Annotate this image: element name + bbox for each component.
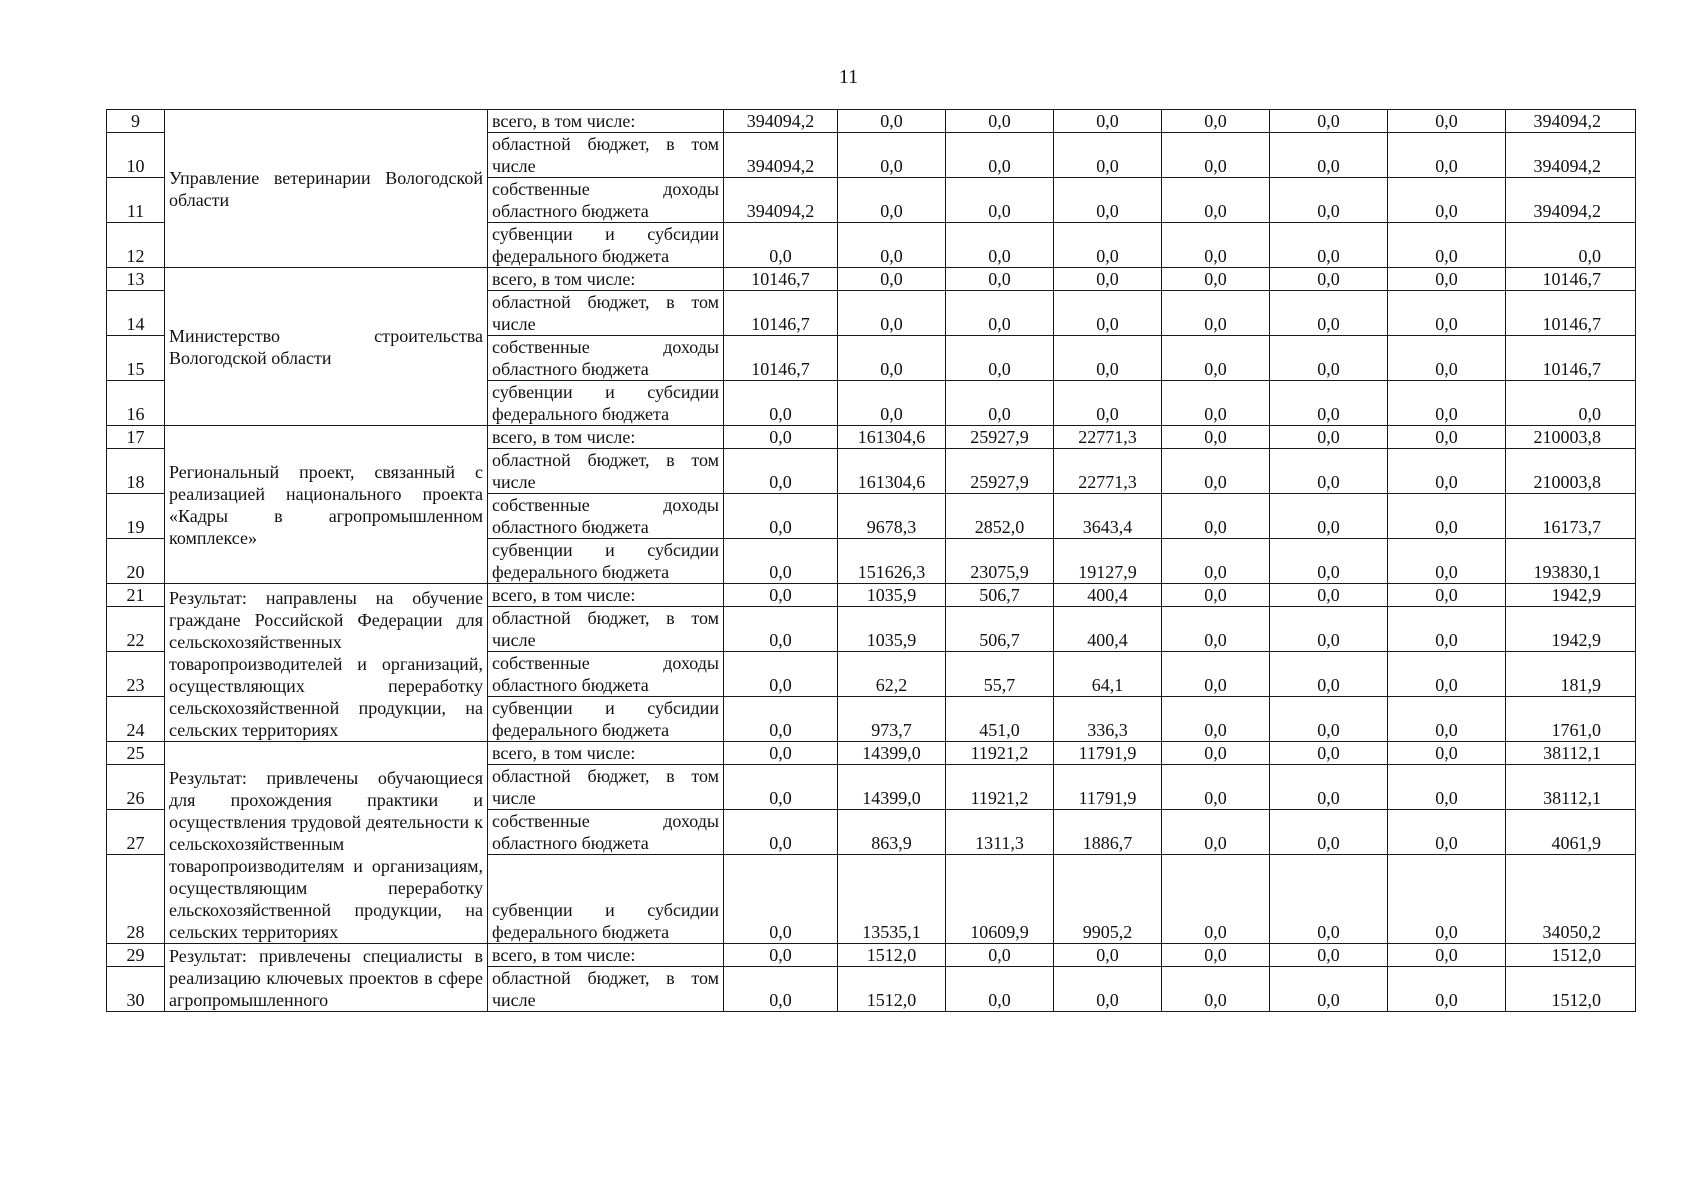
entity-name: Результат: привлечены обучающиеся для прохождения практики и осуществления трудовой деятельности к сельскохозяйственным товаропроизводителям и организациям, осуществляющим переработку ельскохозяйственной продукции, на сельских территориях xyxy=(165,742,488,944)
value-cell: 0,0 xyxy=(724,697,838,742)
value-cell: 22771,3 xyxy=(1054,449,1162,494)
category-federal-subsidies: субвенции и субсидии федерального бюджета xyxy=(488,223,724,268)
value-cell: 0,0 xyxy=(1388,742,1506,765)
value-cell: 0,0 xyxy=(724,539,838,584)
value-cell: 0,0 xyxy=(946,336,1054,381)
value-cell: 0,0 xyxy=(724,223,838,268)
value-cell: 0,0 xyxy=(1270,110,1388,133)
total-value-cell: 1512,0 xyxy=(1506,967,1636,1012)
entity-name: Министерство строительства Вологодской области xyxy=(165,268,488,426)
value-cell: 0,0 xyxy=(1162,133,1270,178)
value-cell: 14399,0 xyxy=(838,765,946,810)
value-cell: 0,0 xyxy=(946,178,1054,223)
row-number: 22 xyxy=(107,607,165,652)
value-cell: 0,0 xyxy=(946,967,1054,1012)
table-row xyxy=(107,944,1636,967)
value-cell: 55,7 xyxy=(946,652,1054,697)
value-cell: 451,0 xyxy=(946,697,1054,742)
value-cell: 0,0 xyxy=(724,584,838,607)
category-total: всего, в том числе: xyxy=(488,110,724,133)
value-cell: 0,0 xyxy=(838,336,946,381)
value-cell: 151626,3 xyxy=(838,539,946,584)
entity-name: Результат: направлены на обучение граждане Российской Федерации для сельскохозяйственных товаропроизводителей и организаций, осуществляющих переработку сельскохозяйственной продукции, на сельских территориях xyxy=(165,584,488,742)
value-cell: 9678,3 xyxy=(838,494,946,539)
row-number: 12 xyxy=(107,223,165,268)
table-row xyxy=(107,110,1636,133)
value-cell: 0,0 xyxy=(838,133,946,178)
value-cell: 0,0 xyxy=(946,223,1054,268)
value-cell: 11791,9 xyxy=(1054,742,1162,765)
table-row xyxy=(107,426,1636,449)
row-number: 14 xyxy=(107,291,165,336)
value-cell: 0,0 xyxy=(1162,426,1270,449)
value-cell: 0,0 xyxy=(838,178,946,223)
value-cell: 0,0 xyxy=(1270,584,1388,607)
category-own-revenue: собственные доходы областного бюджета xyxy=(488,810,724,855)
value-cell: 0,0 xyxy=(1162,178,1270,223)
value-cell: 0,0 xyxy=(1054,110,1162,133)
value-cell: 64,1 xyxy=(1054,652,1162,697)
total-value-cell: 210003,8 xyxy=(1506,449,1636,494)
value-cell: 0,0 xyxy=(1162,336,1270,381)
row-number: 30 xyxy=(107,967,165,1012)
value-cell: 13535,1 xyxy=(838,855,946,944)
value-cell: 1035,9 xyxy=(838,584,946,607)
value-cell: 0,0 xyxy=(1162,607,1270,652)
total-value-cell: 394094,2 xyxy=(1506,110,1636,133)
value-cell: 0,0 xyxy=(946,133,1054,178)
value-cell: 1512,0 xyxy=(838,967,946,1012)
total-value-cell: 16173,7 xyxy=(1506,494,1636,539)
value-cell: 0,0 xyxy=(724,967,838,1012)
value-cell: 0,0 xyxy=(1162,291,1270,336)
total-value-cell: 4061,9 xyxy=(1506,810,1636,855)
value-cell: 0,0 xyxy=(1388,652,1506,697)
total-value-cell: 38112,1 xyxy=(1506,765,1636,810)
value-cell: 2852,0 xyxy=(946,494,1054,539)
value-cell: 0,0 xyxy=(724,765,838,810)
value-cell: 0,0 xyxy=(1388,855,1506,944)
value-cell: 0,0 xyxy=(838,110,946,133)
value-cell: 3643,4 xyxy=(1054,494,1162,539)
value-cell: 0,0 xyxy=(724,426,838,449)
value-cell: 0,0 xyxy=(724,449,838,494)
value-cell: 0,0 xyxy=(1388,268,1506,291)
value-cell: 11921,2 xyxy=(946,765,1054,810)
row-number: 17 xyxy=(107,426,165,449)
value-cell: 0,0 xyxy=(1162,223,1270,268)
total-value-cell: 210003,8 xyxy=(1506,426,1636,449)
value-cell: 0,0 xyxy=(724,494,838,539)
value-cell: 0,0 xyxy=(946,944,1054,967)
value-cell: 25927,9 xyxy=(946,426,1054,449)
value-cell: 0,0 xyxy=(946,110,1054,133)
value-cell: 0,0 xyxy=(1388,697,1506,742)
row-number: 16 xyxy=(107,381,165,426)
value-cell: 161304,6 xyxy=(838,449,946,494)
value-cell: 0,0 xyxy=(1270,742,1388,765)
value-cell: 506,7 xyxy=(946,584,1054,607)
value-cell: 0,0 xyxy=(1270,268,1388,291)
row-number: 19 xyxy=(107,494,165,539)
value-cell: 0,0 xyxy=(1054,268,1162,291)
category-total: всего, в том числе: xyxy=(488,944,724,967)
value-cell: 0,0 xyxy=(1270,336,1388,381)
total-value-cell: 1942,9 xyxy=(1506,607,1636,652)
value-cell: 0,0 xyxy=(1162,110,1270,133)
value-cell: 10146,7 xyxy=(724,336,838,381)
value-cell: 394094,2 xyxy=(724,110,838,133)
category-own-revenue: собственные доходы областного бюджета xyxy=(488,336,724,381)
total-value-cell: 10146,7 xyxy=(1506,336,1636,381)
value-cell: 14399,0 xyxy=(838,742,946,765)
value-cell: 0,0 xyxy=(838,381,946,426)
category-federal-subsidies: субвенции и субсидии федерального бюджета xyxy=(488,855,724,944)
budget-table xyxy=(106,109,1636,1012)
value-cell: 0,0 xyxy=(946,291,1054,336)
value-cell: 62,2 xyxy=(838,652,946,697)
category-regional-budget: областной бюджет, в том числе xyxy=(488,449,724,494)
total-value-cell: 1512,0 xyxy=(1506,944,1636,967)
value-cell: 0,0 xyxy=(1054,944,1162,967)
value-cell: 0,0 xyxy=(1162,967,1270,1012)
value-cell: 0,0 xyxy=(1162,539,1270,584)
entity-name: Управление ветеринарии Вологодской области xyxy=(165,110,488,268)
table-body xyxy=(107,110,1636,1012)
value-cell: 0,0 xyxy=(1162,810,1270,855)
value-cell: 0,0 xyxy=(724,607,838,652)
category-own-revenue: собственные доходы областного бюджета xyxy=(488,652,724,697)
value-cell: 0,0 xyxy=(1270,223,1388,268)
category-federal-subsidies: субвенции и субсидии федерального бюджета xyxy=(488,539,724,584)
total-value-cell: 1942,9 xyxy=(1506,584,1636,607)
total-value-cell: 394094,2 xyxy=(1506,178,1636,223)
value-cell: 863,9 xyxy=(838,810,946,855)
value-cell: 0,0 xyxy=(1388,967,1506,1012)
value-cell: 0,0 xyxy=(1270,855,1388,944)
value-cell: 0,0 xyxy=(1388,426,1506,449)
value-cell: 0,0 xyxy=(1162,855,1270,944)
entity-name: Региональный проект, связанный с реализацией национального проекта «Кадры в агропромышленном комплексе» xyxy=(165,426,488,584)
table-row xyxy=(107,268,1636,291)
value-cell: 0,0 xyxy=(1270,133,1388,178)
value-cell: 0,0 xyxy=(1162,944,1270,967)
value-cell: 0,0 xyxy=(1270,810,1388,855)
category-total: всего, в том числе: xyxy=(488,584,724,607)
row-number: 20 xyxy=(107,539,165,584)
value-cell: 23075,9 xyxy=(946,539,1054,584)
total-value-cell: 193830,1 xyxy=(1506,539,1636,584)
total-value-cell: 0,0 xyxy=(1506,381,1636,426)
value-cell: 0,0 xyxy=(1270,426,1388,449)
value-cell: 11921,2 xyxy=(946,742,1054,765)
value-cell: 10146,7 xyxy=(724,268,838,291)
row-number: 15 xyxy=(107,336,165,381)
value-cell: 0,0 xyxy=(1162,742,1270,765)
value-cell: 0,0 xyxy=(1388,539,1506,584)
value-cell: 0,0 xyxy=(1162,449,1270,494)
row-number: 11 xyxy=(107,178,165,223)
value-cell: 1886,7 xyxy=(1054,810,1162,855)
total-value-cell: 38112,1 xyxy=(1506,742,1636,765)
row-number: 13 xyxy=(107,268,165,291)
category-own-revenue: собственные доходы областного бюджета xyxy=(488,494,724,539)
value-cell: 10609,9 xyxy=(946,855,1054,944)
value-cell: 0,0 xyxy=(1054,336,1162,381)
value-cell: 0,0 xyxy=(1054,967,1162,1012)
total-value-cell: 394094,2 xyxy=(1506,133,1636,178)
value-cell: 19127,9 xyxy=(1054,539,1162,584)
value-cell: 0,0 xyxy=(1388,291,1506,336)
value-cell: 0,0 xyxy=(1388,336,1506,381)
value-cell: 0,0 xyxy=(838,268,946,291)
value-cell: 394094,2 xyxy=(724,133,838,178)
value-cell: 0,0 xyxy=(838,291,946,336)
value-cell: 973,7 xyxy=(838,697,946,742)
total-value-cell: 181,9 xyxy=(1506,652,1636,697)
value-cell: 0,0 xyxy=(1388,133,1506,178)
value-cell: 400,4 xyxy=(1054,584,1162,607)
value-cell: 0,0 xyxy=(1270,652,1388,697)
row-number: 21 xyxy=(107,584,165,607)
category-federal-subsidies: субвенции и субсидии федерального бюджета xyxy=(488,697,724,742)
value-cell: 400,4 xyxy=(1054,607,1162,652)
value-cell: 0,0 xyxy=(1162,652,1270,697)
value-cell: 394094,2 xyxy=(724,178,838,223)
entity-name: Результат: привлечены специалисты в реализацию ключевых проектов в сфере агропромышленного xyxy=(165,944,488,1012)
value-cell: 0,0 xyxy=(1388,607,1506,652)
value-cell: 0,0 xyxy=(1270,697,1388,742)
row-number: 26 xyxy=(107,765,165,810)
value-cell: 25927,9 xyxy=(946,449,1054,494)
value-cell: 0,0 xyxy=(1270,449,1388,494)
value-cell: 0,0 xyxy=(724,944,838,967)
value-cell: 0,0 xyxy=(1270,967,1388,1012)
table-row xyxy=(107,742,1636,765)
value-cell: 10146,7 xyxy=(724,291,838,336)
value-cell: 0,0 xyxy=(1388,944,1506,967)
value-cell: 0,0 xyxy=(1162,381,1270,426)
page-number: 11 xyxy=(838,66,859,88)
value-cell: 0,0 xyxy=(1162,697,1270,742)
value-cell: 0,0 xyxy=(1388,449,1506,494)
value-cell: 0,0 xyxy=(1270,494,1388,539)
category-regional-budget: областной бюджет, в том числе xyxy=(488,967,724,1012)
row-number: 29 xyxy=(107,944,165,967)
value-cell: 0,0 xyxy=(1270,178,1388,223)
value-cell: 336,3 xyxy=(1054,697,1162,742)
value-cell: 0,0 xyxy=(1054,381,1162,426)
value-cell: 0,0 xyxy=(1270,765,1388,810)
value-cell: 0,0 xyxy=(1388,178,1506,223)
category-total: всего, в том числе: xyxy=(488,742,724,765)
value-cell: 0,0 xyxy=(1162,494,1270,539)
total-value-cell: 0,0 xyxy=(1506,223,1636,268)
value-cell: 0,0 xyxy=(724,810,838,855)
value-cell: 0,0 xyxy=(724,855,838,944)
category-federal-subsidies: субвенции и субсидии федерального бюджета xyxy=(488,381,724,426)
row-number: 23 xyxy=(107,652,165,697)
row-number: 25 xyxy=(107,742,165,765)
value-cell: 0,0 xyxy=(1270,291,1388,336)
value-cell: 0,0 xyxy=(1270,944,1388,967)
value-cell: 0,0 xyxy=(1388,494,1506,539)
value-cell: 0,0 xyxy=(1270,539,1388,584)
total-value-cell: 34050,2 xyxy=(1506,855,1636,944)
value-cell: 0,0 xyxy=(1388,110,1506,133)
total-value-cell: 1761,0 xyxy=(1506,697,1636,742)
value-cell: 1512,0 xyxy=(838,944,946,967)
value-cell: 0,0 xyxy=(1162,765,1270,810)
category-regional-budget: областной бюджет, в том числе xyxy=(488,765,724,810)
value-cell: 0,0 xyxy=(1388,584,1506,607)
value-cell: 0,0 xyxy=(1388,765,1506,810)
row-number: 24 xyxy=(107,697,165,742)
value-cell: 0,0 xyxy=(724,742,838,765)
total-value-cell: 10146,7 xyxy=(1506,291,1636,336)
category-regional-budget: областной бюджет, в том числе xyxy=(488,133,724,178)
value-cell: 11791,9 xyxy=(1054,765,1162,810)
value-cell: 9905,2 xyxy=(1054,855,1162,944)
value-cell: 0,0 xyxy=(1388,810,1506,855)
row-number: 18 xyxy=(107,449,165,494)
category-own-revenue: собственные доходы областного бюджета xyxy=(488,178,724,223)
value-cell: 0,0 xyxy=(1054,133,1162,178)
value-cell: 0,0 xyxy=(724,381,838,426)
value-cell: 0,0 xyxy=(946,268,1054,291)
row-number: 27 xyxy=(107,810,165,855)
value-cell: 506,7 xyxy=(946,607,1054,652)
row-number: 28 xyxy=(107,855,165,944)
value-cell: 0,0 xyxy=(838,223,946,268)
category-regional-budget: областной бюджет, в том числе xyxy=(488,607,724,652)
category-regional-budget: областной бюджет, в том числе xyxy=(488,291,724,336)
row-number: 9 xyxy=(107,110,165,133)
value-cell: 0,0 xyxy=(1054,178,1162,223)
value-cell: 0,0 xyxy=(1054,223,1162,268)
value-cell: 0,0 xyxy=(724,652,838,697)
value-cell: 0,0 xyxy=(1388,381,1506,426)
row-number: 10 xyxy=(107,133,165,178)
value-cell: 1035,9 xyxy=(838,607,946,652)
category-total: всего, в том числе: xyxy=(488,426,724,449)
value-cell: 0,0 xyxy=(1270,607,1388,652)
category-total: всего, в том числе: xyxy=(488,268,724,291)
value-cell: 0,0 xyxy=(1162,584,1270,607)
total-value-cell: 10146,7 xyxy=(1506,268,1636,291)
value-cell: 1311,3 xyxy=(946,810,1054,855)
table-row xyxy=(107,584,1636,607)
value-cell: 161304,6 xyxy=(838,426,946,449)
value-cell: 0,0 xyxy=(946,381,1054,426)
value-cell: 0,0 xyxy=(1162,268,1270,291)
value-cell: 0,0 xyxy=(1054,291,1162,336)
value-cell: 0,0 xyxy=(1388,223,1506,268)
value-cell: 0,0 xyxy=(1270,381,1388,426)
value-cell: 22771,3 xyxy=(1054,426,1162,449)
